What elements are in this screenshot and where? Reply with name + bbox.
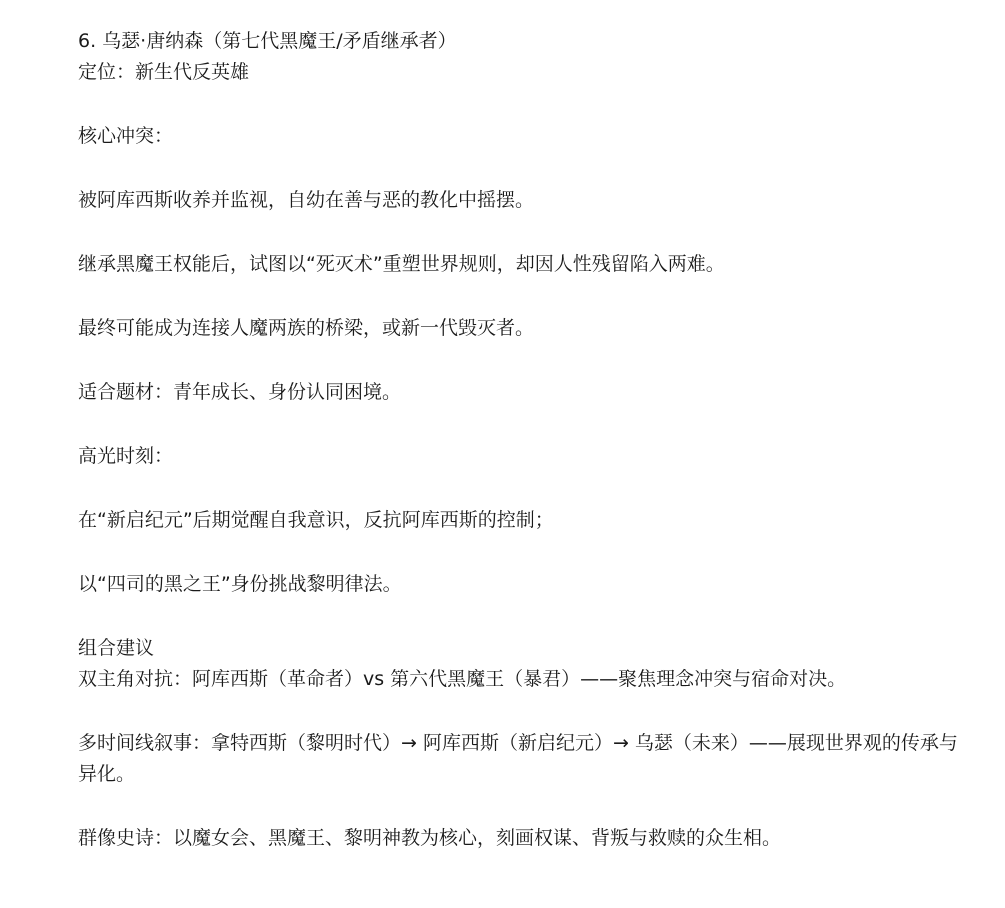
spacer: [78, 695, 978, 728]
spacer: [78, 790, 978, 823]
spacer: [78, 88, 978, 121]
core-conflict-item: 被阿库西斯收养并监视，自幼在善与恶的教化中摇摆。: [78, 189, 535, 211]
theme-line: 适合题材：青年成长、身份认同困境。: [78, 381, 402, 403]
highlight-item: 以“四司的黑之王”身份挑战黎明律法。: [78, 573, 402, 595]
spacer: [78, 280, 978, 313]
suggestion-item: 群像史诗：以魔女会、黑魔王、黎明神教为核心，刻画权谋、背叛与救赎的众生相。: [78, 827, 782, 849]
suggestion-item: 双主角对抗：阿库西斯（革命者）vs 第六代黑魔王（暴君）——聚焦理念冲突与宿命对决。: [78, 668, 847, 690]
positioning-line: 定位：新生代反英雄: [78, 61, 250, 83]
highlight-label: 高光时刻：: [78, 445, 174, 467]
character-heading: 6. 乌瑟·唐纳森（第七代黑魔王/矛盾继承者）: [78, 30, 457, 52]
core-conflict-item: 继承黑魔王权能后，试图以“死灭术”重塑世界规则，却因人性残留陷入两难。: [78, 253, 725, 275]
spacer: [78, 472, 978, 505]
suggestions-heading: 组合建议: [78, 637, 155, 659]
highlight-item: 在“新启纪元”后期觉醒自我意识，反抗阿库西斯的控制；: [78, 509, 554, 531]
suggestion-item: 多时间线叙事：拿特西斯（黎明时代）→ 阿库西斯（新启纪元）→ 乌瑟（未来）——展现世界观的传承与异化。: [78, 732, 958, 785]
spacer: [78, 536, 978, 569]
spacer: [78, 408, 978, 441]
spacer: [78, 600, 978, 633]
spacer: [78, 216, 978, 249]
spacer: [78, 152, 978, 185]
core-conflict-label: 核心冲突：: [78, 125, 174, 147]
document-body: [78, 26, 978, 854]
core-conflict-item: 最终可能成为连接人魔两族的桥梁，或新一代毁灭者。: [78, 317, 535, 339]
spacer: [78, 344, 978, 377]
